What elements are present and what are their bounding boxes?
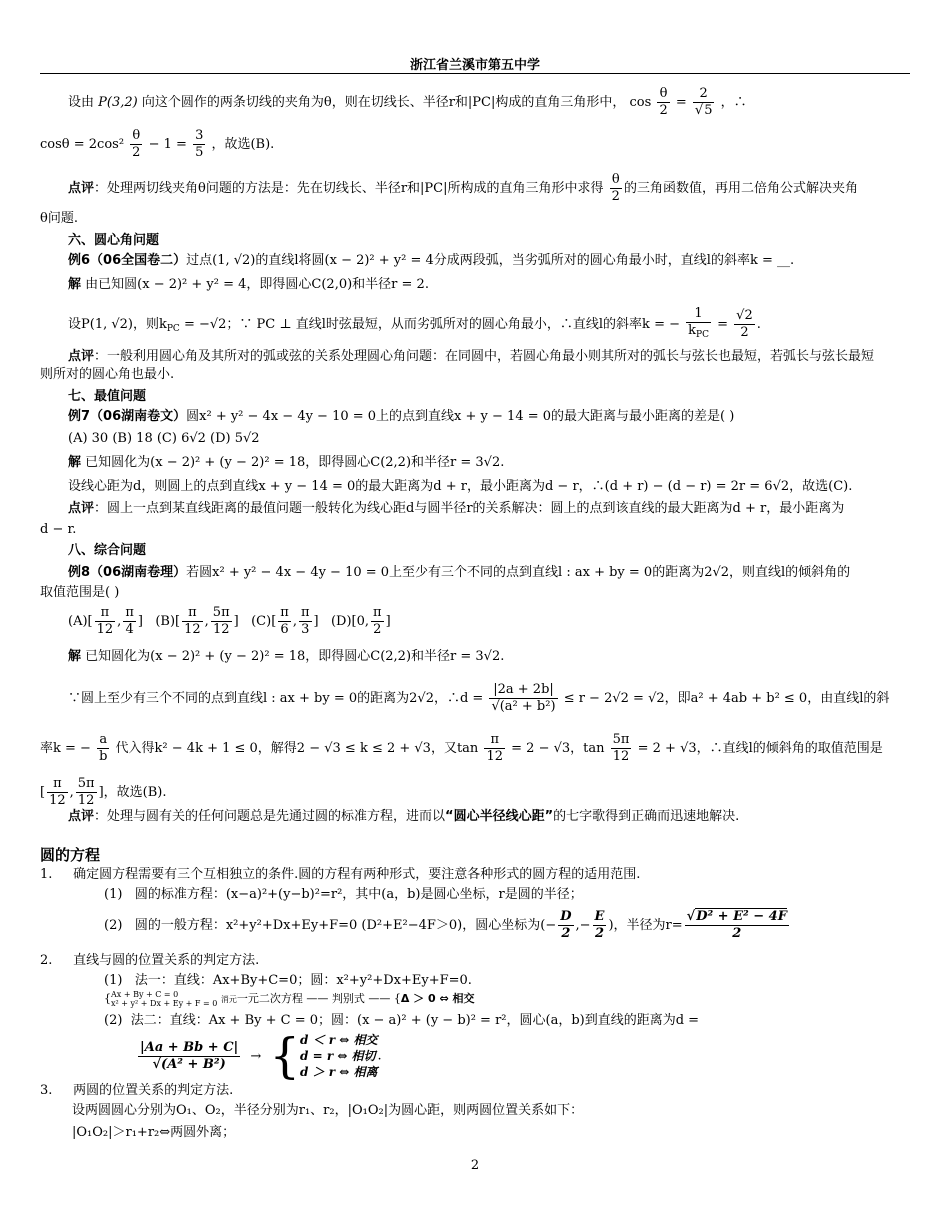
option-c: (C) — [251, 614, 272, 629]
item1: 1. 确定圆方程需要有三个互相独立的条件.圆的方程有两种形式，要注意各种形式的圆方程的适用范围. — [40, 867, 641, 882]
comment-highlight: “圆心半径线心距” — [445, 809, 554, 824]
item3-line2: |O₁O₂|＞r₁+r₂⇔两圆外离； — [72, 1125, 236, 1140]
p1-eq2: − 1 = — [148, 137, 187, 152]
sol-text-b: ≤ r − 2√2 = √2，即a² + 4ab + b² ≤ 0，由直线l的斜 — [563, 691, 890, 706]
p1-text: 设由 — [68, 95, 95, 110]
comment7-line1 — [68, 500, 844, 518]
comment-text2: 的七字歌得到正确而迅速地解决. — [553, 809, 740, 824]
solution8-line3 — [40, 732, 883, 765]
frac-2-sqrt5: $\frac{2}{√5}$ — [694, 86, 713, 118]
frac-a-b: $\frac{a}{b}$ — [99, 732, 108, 764]
comment-text: ：处理与圆有关的任何问题总是先通过圆的标准方程，进而以 — [94, 809, 446, 824]
comment-label: 点评 — [68, 809, 95, 824]
item2b-formula: $\frac{|Aa + Bb + C|}{\text{√(A² + B²)}}$ → { d ＜ r ⇔ 相交 d = r ⇔ 相切 d ＞ r ⇔ 相离 . — [140, 1028, 382, 1084]
example8-line2: 取值范围是( ) — [40, 585, 120, 600]
frac-1-kpc: $\frac{1}{k_{PC}}$ — [688, 306, 709, 340]
solution6 — [68, 276, 429, 294]
comment-text2: 的三角函数值，再用二倍角公式解决夹角 — [623, 181, 858, 196]
solution-label: 解 — [68, 455, 82, 470]
comment8 — [68, 808, 739, 826]
comment6-line1 — [68, 348, 874, 366]
item2b: (2) 法二：直线：Ax + By + C = 0；圆：(x − a)² + (y − b)² = r²，圆心(a，b)到直线的距离为d = — [104, 1013, 700, 1028]
solution-text: 已知圆化为(x − 2)² + (y − 2)² = 18，即得圆心C(2,2)和半径r = 3√2. — [85, 649, 505, 664]
solution7 — [68, 454, 504, 472]
item1a: (1) 圆的标准方程：(x−a)²+(y−b)²=r²，其中(a，b)是圆心坐标，r是圆的半径； — [104, 887, 583, 902]
frac-pi-12: $\frac{\pi}{12}$ — [486, 732, 503, 764]
comment1-line2: θ问题. — [40, 211, 78, 226]
solution8-line4: [ $\frac{\pi}{12}$ , $\frac{5\pi}{12}$ ]，故选(B). — [40, 776, 167, 808]
sol-text-c: 率k = − — [40, 741, 91, 756]
frac-theta-2: $\frac{\theta}{2}$ — [659, 86, 668, 118]
example6 — [68, 252, 794, 270]
comment6-line2: 则所对的圆心角也最小. — [40, 367, 175, 382]
sol-text-b: = −√2；∵ PC ⊥ 直线l时弦最短，从而劣弧所对的圆心角最小，∴直线l的斜率k = − — [183, 317, 680, 332]
item3: 3. 两圆的位置关系的判定方法. — [40, 1083, 234, 1098]
sol-text-f: = 2 + √3，∴直线l的倾斜角的取值范围是 — [637, 741, 883, 756]
iff-icon: ⇔ — [159, 1125, 171, 1140]
frac-distance: $\frac{|2a + 2b|}{\text{√(a² + b²)}}$ — [491, 682, 556, 714]
solution-label: 解 — [68, 277, 82, 292]
example-text: 过点(1, √2)的直线l将圆(x − 2)² + y² = 4分成两段弧，当劣弧所对的圆心角最小时，直线l的斜率k = __. — [186, 253, 795, 268]
item2a-system: { Ax + By + C = 0 x² + y² + Dx + Ey + F = 0 消元一元二次方程 —— 判别式 —— {Δ ＞ 0 ⇔ 相交 — [104, 990, 475, 1008]
section6-title: 六、圆心角问题 — [68, 233, 160, 248]
item2: 2. 直线与圆的位置关系的判定方法. — [40, 953, 260, 968]
option-a: (A) — [68, 614, 88, 629]
circle-eq-title: 圆的方程 — [40, 846, 101, 864]
p1-point: P(3,2) — [98, 95, 138, 110]
solution-text: 由已知圆(x − 2)² + y² = 4，即得圆心C(2,0)和半径r = 2. — [85, 277, 429, 292]
sol-text-d: 代入得k² − 4k + 1 ≤ 0，解得2 − √3 ≤ k ≤ 2 + √3，又tan — [115, 741, 479, 756]
frac-sqrt2-2: $\frac{√2}{2}$ — [736, 308, 753, 340]
comment-label: 点评 — [68, 349, 95, 364]
example-source: （06全国卷二） — [90, 253, 187, 268]
solution8 — [68, 648, 504, 666]
comment1-line1 — [68, 172, 858, 205]
example7 — [68, 408, 734, 426]
sol-text-e: = 2 − √3，tan — [511, 741, 605, 756]
item3-line1: 设两圆圆心分别为O₁、O₂，半径分别为r₁、r₂，|O₁O₂|为圆心距，则两圆位置关系如下： — [72, 1103, 584, 1118]
eq-sign: = — [717, 317, 729, 332]
example-source: （06湖南卷理） — [90, 565, 187, 580]
frac-3-5: $\frac{3}{5}$ — [195, 128, 204, 160]
example8 — [68, 564, 850, 582]
comment-text: ：一般利用圆心角及其所对的弧或弦的关系处理圆心角问题：在同圆中，若圆心角最小则其所对的弧长与弦长也最短，若弧长与弦长最短 — [94, 349, 875, 364]
comment-label: 点评 — [68, 181, 95, 196]
section7-title: 七、最值问题 — [68, 389, 147, 404]
p1-line1: 设由 P(3,2) 向这个圆作的两条切线的夹角为θ，则在切线长、半径r和|PC|构成的直角三角形中， cos $\frac{\theta}{2}$ = $\frac{2}{√5}$ ，∴ — [68, 86, 747, 118]
header-rule — [40, 73, 910, 74]
sol-text-a: ∵圆上至少有三个不同的点到直线l : ax + by = 0的距离为2√2，∴d = — [68, 691, 484, 706]
page-number: 2 — [470, 1158, 480, 1173]
frac-theta-2c: $\frac{\theta}{2}$ — [611, 172, 620, 204]
example-text: 圆x² + y² − 4x − 4y − 10 = 0上的点到直线x + y − 14 = 0的最大距离与最小距离的差是( ) — [186, 409, 735, 424]
sub-pc: PC — [166, 324, 180, 334]
example-label: 例7 — [68, 409, 91, 424]
solution-label: 解 — [68, 649, 82, 664]
example-label: 例6 — [68, 253, 91, 268]
example-label: 例8 — [68, 565, 91, 580]
comment7-line2: d − r. — [40, 522, 77, 537]
options7: (A) 30 (B) 18 (C) 6√2 (D) 5√2 — [68, 431, 260, 446]
p1-text2: 向这个圆作的两条切线的夹角为θ，则在切线长、半径r和|PC|构成的直角三角形中， — [141, 95, 626, 110]
page-header: 浙江省兰溪市第五中学 — [409, 58, 540, 73]
item2a: (1) 法一：直线：Ax+By+C=0；圆：x²+y²+Dx+Ey+F=0. — [104, 973, 472, 988]
sol-text-g: ，故选(B). — [103, 785, 167, 800]
cos-label: cos — [629, 95, 652, 110]
therefore-symbol: ∴ — [733, 95, 747, 110]
example-text: 若圆x² + y² − 4x − 4y − 10 = 0上至少有三个不同的点到直线l : ax + by = 0的距离为2√2，则直线l的倾斜角的 — [186, 565, 851, 580]
option-d: (D) — [330, 614, 352, 629]
sol-text-a: 设P(1, √2)，则k — [68, 317, 167, 332]
example-source: （06湖南卷文） — [90, 409, 187, 424]
comment-text: ：圆上一点到某直线距离的最值问题一般转化为线心距d与圆半径r的关系解决：圆上的点到该直线的最大距离为d + r，最小距离为 — [94, 501, 845, 516]
option-b: (B) — [155, 614, 176, 629]
comment-label: 点评 — [68, 501, 95, 516]
p1-eq3: ，故选(B). — [211, 137, 275, 152]
solution-text: 已知圆化为(x − 2)² + (y − 2)² = 18，即得圆心C(2,2)和半径r = 3√2. — [85, 455, 505, 470]
solution8-line2 — [68, 682, 889, 715]
solution7-line2: 设线心距为d，则圆上的点到直线x + y − 14 = 0的最大距离为d + r，最小距离为d − r，∴(d + r) − (d − r) = 2r = 6√2，故选(C). — [68, 479, 853, 494]
item1b: (2) 圆的一般方程：x²+y²+Dx+Ey+F=0 (D²+E²−4F＞0)，圆心坐标为(− $\frac{D}{2}$ ,− $\frac{E}{2}$ )，半径为r= $\frac{\text{√D² + E² − 4F}}{2}$ — [104, 909, 787, 941]
p1-line2 — [40, 128, 274, 161]
frac-5pi-12: $\frac{5\pi}{12}$ — [612, 732, 630, 764]
section8-title: 八、综合问题 — [68, 543, 147, 558]
solution6-line2: 设P(1, √2)，则$k_{PC} = -√2$；∵ PC ⊥ 直线l时弦最短，从而劣弧所对的圆心角最小，∴直线l的斜率k = − $\frac{1}{k_{PC}}$ = $\frac{√2}{2}$ . — [68, 306, 761, 343]
frac-theta-2b: $\frac{\theta}{2}$ — [132, 128, 141, 160]
options8: (A)[ $\frac{\pi}{12}$ , $\frac{\pi}{4}$ ] (B)[ $\frac{\pi}{12}$ , $\frac{5\pi}{12}$ ] (C)[ $\frac{\pi}{6}$ , $\frac{\pi}{3}$ ] (D)[0, $\frac{\pi}{2}$ ] — [68, 605, 391, 637]
comment-text: ：处理两切线夹角θ问题的方法是：先在切线长、半径r和|PC|所构成的直角三角形中求得 — [94, 181, 604, 196]
p1-eq1: cosθ = 2cos² — [40, 137, 125, 152]
